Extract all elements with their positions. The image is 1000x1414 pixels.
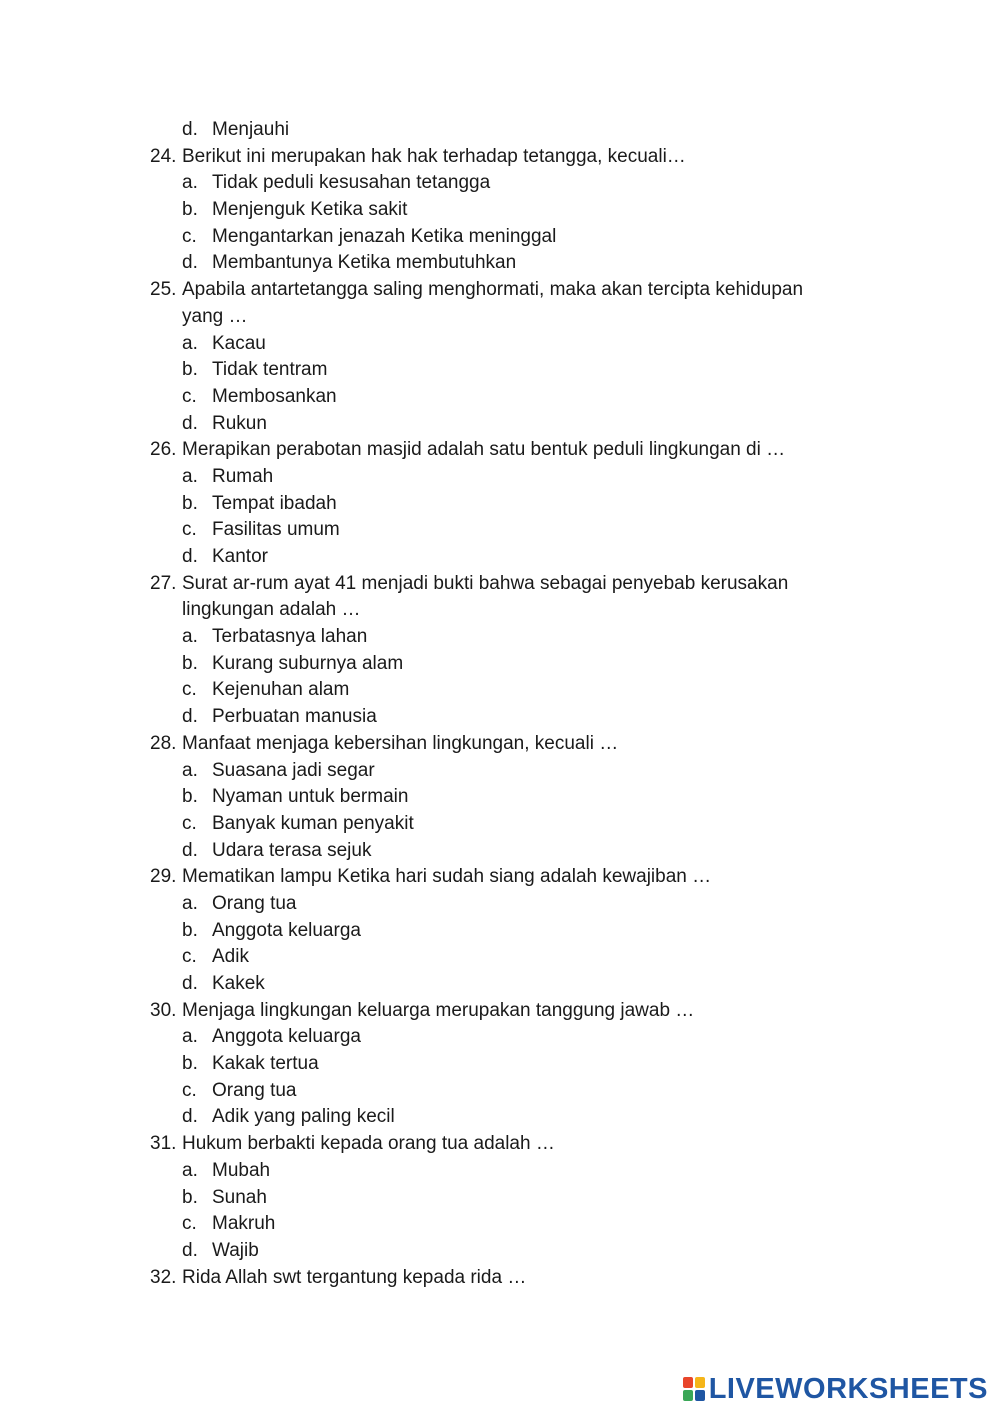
option-text: Sunah (212, 1186, 267, 1208)
question-text: Hukum berbakti kepada orang tua adalah … (182, 1133, 555, 1155)
question-row (0, 998, 1000, 1025)
option-row (0, 384, 1000, 411)
option-letter: d. (182, 546, 198, 567)
question-row (0, 437, 1000, 464)
option-row (0, 838, 1000, 865)
option-letter: c. (182, 385, 197, 407)
logo-mark-tile (695, 1377, 705, 1388)
option-text: Terbatasnya lahan (212, 626, 368, 648)
option-letter: a. (182, 892, 198, 914)
option-text: Membosankan (212, 385, 337, 407)
option-row (0, 224, 1000, 251)
option-letter: d. (182, 119, 198, 140)
option-text: Perbuatan manusia (212, 706, 377, 728)
option-letter: b. (182, 1053, 198, 1075)
option-row (0, 758, 1000, 785)
option-row (0, 624, 1000, 651)
question-text-continued: yang … (182, 305, 248, 327)
option-letter: c. (182, 519, 197, 541)
option-letter: a. (182, 626, 198, 648)
option-letter: a. (182, 332, 198, 354)
option-row (0, 704, 1000, 731)
logo-mark-tile (683, 1390, 693, 1401)
option-text: Suasana jadi segar (212, 759, 375, 781)
option-letter: d. (182, 1239, 198, 1261)
question-number: 25. (150, 279, 177, 301)
option-text: Kantor (212, 546, 268, 567)
option-row (0, 250, 1000, 277)
logo-mark-tile (695, 1390, 705, 1401)
question-continuation (0, 304, 1000, 331)
option-letter: b. (182, 199, 198, 221)
option-row (0, 197, 1000, 224)
question-number: 28. (150, 732, 177, 754)
option-row (0, 651, 1000, 678)
option-text: Rukun (212, 412, 267, 434)
option-text: Adik (212, 946, 249, 968)
option-text: Orang tua (212, 892, 297, 914)
option-row (0, 944, 1000, 971)
liveworksheets-logo (683, 1374, 988, 1404)
logo-mark-tile (683, 1377, 693, 1388)
worksheet (0, 117, 1000, 1291)
question-text: Menjaga lingkungan keluarga merupakan tanggung jawab … (182, 999, 695, 1021)
option-letter: c. (182, 679, 197, 701)
option-letter: d. (182, 706, 198, 728)
option-row (0, 677, 1000, 704)
option-letter: a. (182, 759, 198, 781)
option-letter: a. (182, 465, 198, 487)
option-text: Mengantarkan jenazah Ketika meninggal (212, 225, 557, 247)
option-text: Orang tua (212, 1079, 297, 1101)
question-row (0, 571, 1000, 598)
option-row (0, 891, 1000, 918)
question-row (0, 731, 1000, 758)
option-text: Kakek (212, 973, 265, 994)
question-number: 24. (150, 145, 177, 167)
option-text: Tidak peduli kesusahan tetangga (212, 172, 491, 194)
option-row (0, 1211, 1000, 1238)
option-row (0, 357, 1000, 384)
option-row (0, 1104, 1000, 1131)
option-letter: b. (182, 359, 198, 381)
option-letter: a. (182, 1026, 198, 1048)
option-text: Banyak kuman penyakit (212, 812, 414, 834)
option-text: Tidak tentram (212, 359, 328, 381)
question-text: Manfaat menjaga kebersihan lingkungan, kecuali … (182, 732, 619, 754)
option-row (0, 117, 1000, 144)
question-row (0, 1131, 1000, 1158)
option-letter: c. (182, 1079, 197, 1101)
option-text: Udara terasa sejuk (212, 839, 372, 861)
option-text: Kejenuhan alam (212, 679, 350, 701)
option-letter: b. (182, 1186, 198, 1208)
question-number: 29. (150, 866, 177, 888)
option-text: Kurang suburnya alam (212, 652, 404, 674)
liveworksheets-mark-icon (683, 1377, 705, 1401)
question-text-continued: lingkungan adalah … (182, 599, 361, 621)
option-letter: b. (182, 492, 198, 514)
option-letter: b. (182, 919, 198, 941)
option-letter: d. (182, 252, 198, 274)
option-text: Menjenguk Ketika sakit (212, 199, 408, 221)
question-number: 31. (150, 1133, 177, 1155)
option-row (0, 1051, 1000, 1078)
question-text: Surat ar-rum ayat 41 menjadi bukti bahwa sebagai penyebab kerusakan (182, 572, 789, 594)
question-text: Merapikan perabotan masjid adalah satu bentuk peduli lingkungan di … (182, 439, 786, 461)
option-text: Wajib (212, 1239, 259, 1261)
question-number: 27. (150, 572, 177, 594)
option-row (0, 784, 1000, 811)
question-row (0, 144, 1000, 171)
question-number: 26. (150, 439, 177, 461)
option-row (0, 331, 1000, 358)
logo-text: LIVEWORKSHEETS (708, 1372, 988, 1405)
option-letter: c. (182, 946, 197, 968)
question-row (0, 864, 1000, 891)
option-row (0, 491, 1000, 518)
option-row (0, 170, 1000, 197)
option-text: Anggota keluarga (212, 919, 361, 941)
question-row (0, 277, 1000, 304)
option-row (0, 811, 1000, 838)
option-row (0, 464, 1000, 491)
option-row (0, 1238, 1000, 1265)
option-letter: c. (182, 1213, 197, 1235)
question-text: Apabila antartetangga saling menghormati, maka akan tercipta kehidupan (182, 279, 804, 301)
option-letter: d. (182, 1106, 198, 1128)
option-row (0, 411, 1000, 438)
question-continuation (0, 597, 1000, 624)
question-row (0, 1265, 1000, 1292)
option-letter: b. (182, 786, 198, 808)
option-letter: a. (182, 1159, 198, 1181)
option-text: Membantunya Ketika membutuhkan (212, 252, 517, 274)
option-text: Rumah (212, 465, 274, 487)
question-number: 32. (150, 1266, 177, 1288)
option-row (0, 971, 1000, 998)
option-letter: a. (182, 172, 198, 194)
option-text: Mubah (212, 1159, 271, 1181)
option-letter: c. (182, 225, 197, 247)
option-text: Kacau (212, 332, 266, 354)
option-text: Nyaman untuk bermain (212, 786, 409, 808)
option-text: Adik yang paling kecil (212, 1106, 395, 1128)
question-text: Rida Allah swt tergantung kepada rida … (182, 1266, 527, 1288)
option-row (0, 1078, 1000, 1105)
question-text: Mematikan lampu Ketika hari sudah siang adalah kewajiban … (182, 866, 712, 888)
option-text: Kakak tertua (212, 1053, 319, 1075)
question-number: 30. (150, 999, 177, 1021)
option-row (0, 1185, 1000, 1212)
option-row (0, 918, 1000, 945)
option-letter: b. (182, 652, 198, 674)
option-row (0, 544, 1000, 571)
option-text: Menjauhi (212, 119, 290, 140)
option-letter: c. (182, 812, 197, 834)
option-row (0, 517, 1000, 544)
option-row (0, 1158, 1000, 1185)
option-letter: d. (182, 839, 198, 861)
option-letter: d. (182, 412, 198, 434)
option-text: Tempat ibadah (212, 492, 337, 514)
question-text: Berikut ini merupakan hak hak terhadap tetangga, kecuali… (182, 145, 686, 167)
option-text: Makruh (212, 1213, 276, 1235)
option-text: Anggota keluarga (212, 1026, 361, 1048)
option-text: Fasilitas umum (212, 519, 340, 541)
option-row (0, 1024, 1000, 1051)
option-letter: d. (182, 973, 198, 994)
